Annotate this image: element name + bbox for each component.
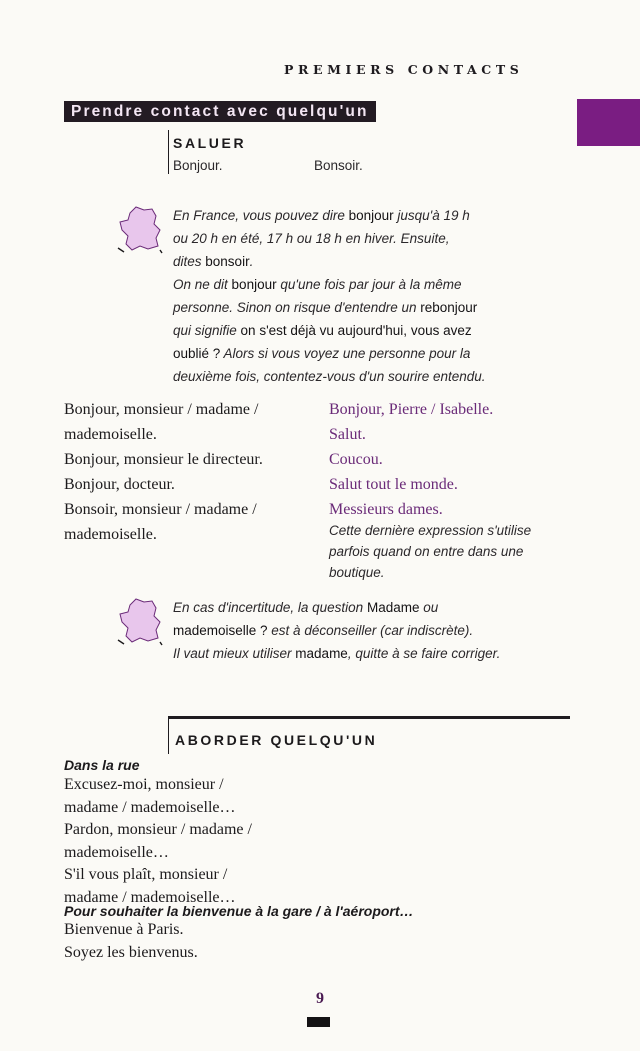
list-item: mademoiselle. xyxy=(64,526,157,543)
france-map-icon xyxy=(116,204,164,254)
rue-label: Dans la rue xyxy=(64,757,140,773)
list-item: Salut. xyxy=(329,426,366,443)
informal-note: Cette dernière expression s'utilise parfois quand on entre dans une boutique. xyxy=(329,523,532,580)
bienvenue-label: Pour souhaiter la bienvenue à la gare / à l'aéroport… xyxy=(64,903,414,919)
list-item: Pardon, monsieur / madame / xyxy=(64,821,252,838)
saluer-heading: SALUER xyxy=(173,135,247,151)
list-item: mademoiselle… xyxy=(64,843,169,861)
saluer-rule xyxy=(168,130,169,174)
list-item: Bonjour, Pierre / Isabelle. xyxy=(329,401,494,418)
aborder-vrule xyxy=(168,716,169,754)
aborder-heading: ABORDER QUELQU'UN xyxy=(175,732,378,748)
page-number: 9 xyxy=(316,990,324,1007)
list-item: Messieurs dames. xyxy=(329,501,443,518)
list-item: S'il vous plaît, monsieur / xyxy=(64,866,228,883)
section-title: Prendre contact avec quelqu'un xyxy=(64,101,376,122)
rue-phrases xyxy=(64,774,252,909)
informal-greetings xyxy=(329,397,493,522)
running-header: PREMIERS CONTACTS xyxy=(284,62,524,77)
chapter-thumb-tab xyxy=(577,99,640,146)
formal-greetings xyxy=(64,397,263,547)
list-item: Excusez-moi, monsieur / xyxy=(64,776,224,793)
note-bonjour-bonsoir: En France, vous pouvez dire bonjour jusqu'à 19 h ou 20 h en été, 17 h ou 18 h en hiver. Ensuite, dites bonsoir. On ne dit bonjour qu'une fois par jour à la même personne. Sinon on risque d'entendre un rebonjour qui signifie on s'est déjà vu aujourd'hui, vous avez oublié ? Alors si vous voyez une personne pour la deuxième fois, contentez-vous d'un sourire entendu. xyxy=(173,208,486,384)
page-marker xyxy=(307,1017,330,1027)
bienvenue-phrases xyxy=(64,919,198,964)
list-item: Bienvenue à Paris. xyxy=(64,921,184,938)
list-item: Salut tout le monde. xyxy=(329,476,458,493)
list-item: mademoiselle. xyxy=(64,426,157,443)
saluer-word-bonjour: Bonjour. xyxy=(173,158,223,173)
list-item: madame / mademoiselle… xyxy=(64,798,236,816)
saluer-word-bonsoir: Bonsoir. xyxy=(314,158,363,173)
list-item: Bonsoir, monsieur / madame / xyxy=(64,501,257,518)
note-madame-mademoiselle: En cas d'incertitude, la question Madame ou mademoiselle ? est à déconseiller (car indiscrète). Il vaut mieux utiliser madame, quitte à se faire corriger. xyxy=(173,600,501,661)
aborder-rule xyxy=(168,716,570,719)
france-map-icon xyxy=(116,596,164,646)
list-item: Soyez les bienvenus. xyxy=(64,943,198,961)
list-item: Bonjour, monsieur / madame / xyxy=(64,401,259,418)
list-item: Coucou. xyxy=(329,451,383,468)
list-item: Bonjour, monsieur le directeur. xyxy=(64,451,263,468)
list-item: Bonjour, docteur. xyxy=(64,476,175,493)
list-item: madame / mademoiselle… xyxy=(64,888,236,906)
